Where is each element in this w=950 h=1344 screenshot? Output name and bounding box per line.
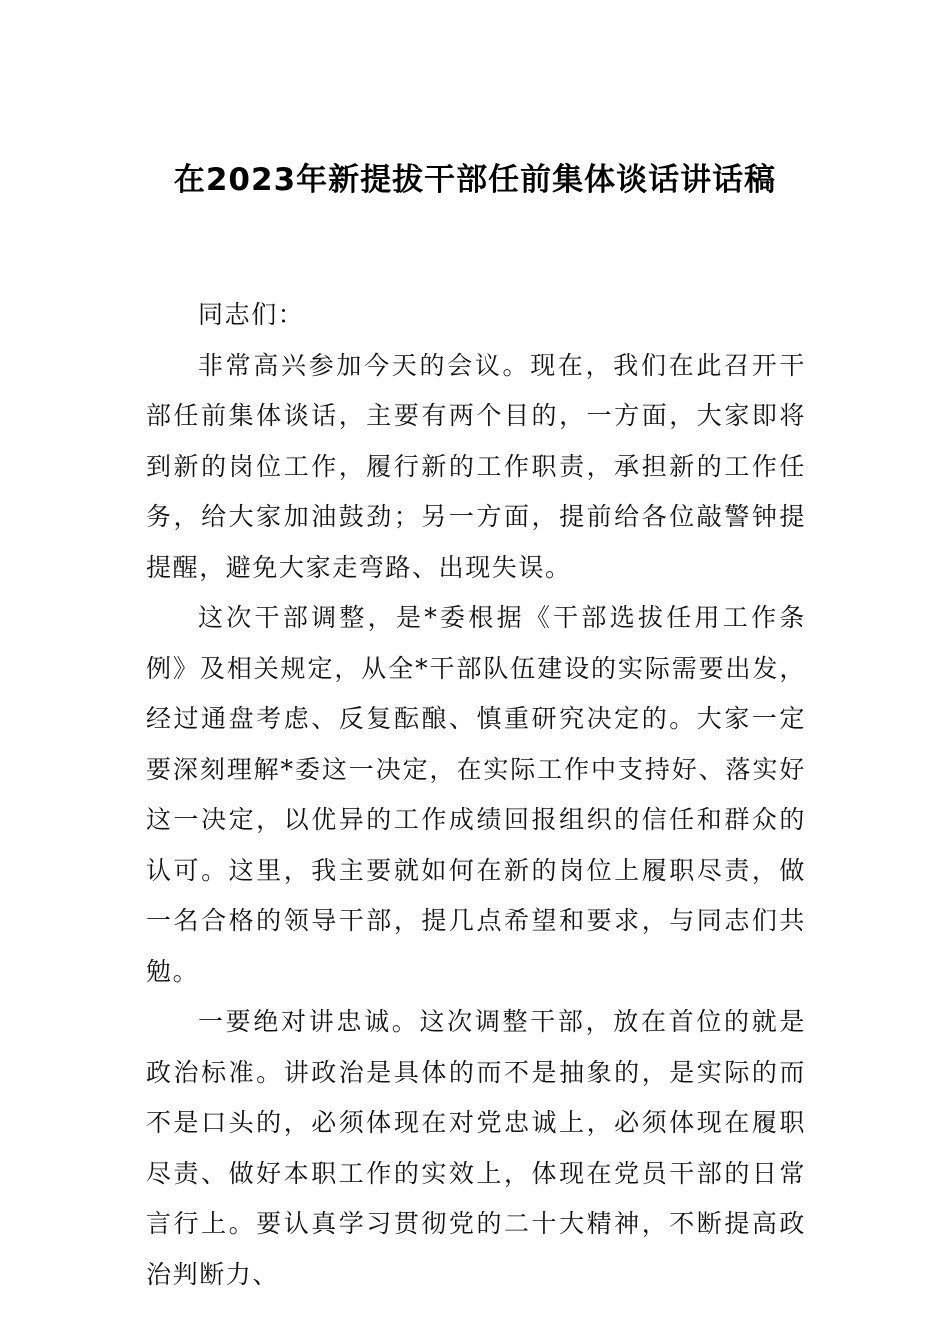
document-title: 在2023年新提拔干部任前集体谈话讲话稿 bbox=[173, 162, 777, 198]
paragraph-loyalty: 一要绝对讲忠诚。这次调整干部，放在首位的就是政治标准。讲政治是具体的而不是抽象的，是实际的而不是口头的，必须体现在对党忠诚上，必须体现在履职尽责、做好本职工作的实效上，体现在党员干部的日常言行上。要认真学习贯彻党的二十大精神，不断提高政治判断力、 bbox=[146, 1007, 806, 1289]
paragraph-adjustment: 这次干部调整，是*委根据《干部选拔任用工作条例》及相关规定，从全*干部队伍建设的实际需要出发，经过通盘考虑、反复酝酿、慎重研究决定的。大家一定要深刻理解*委这一决定，在实际工作中支持好、落实好这一决定，以优异的工作成绩回报组织的信任和群众的认可。这里，我主要就如何在新的岗位上履职尽责，做一名合格的领导干部，提几点希望和要求，与同志们共勉。 bbox=[146, 603, 806, 986]
salutation: 同志们： bbox=[198, 300, 305, 329]
paragraph-opening: 非常高兴参加今天的会议。现在，我们在此召开干部任前集体谈话，主要有两个目的，一方面，大家即将到新的岗位工作，履行新的工作职责，承担新的工作任务，给大家加油鼓劲；另一方面，提前给各位敲警钟提提醒，避免大家走弯路、出现失误。 bbox=[146, 350, 806, 582]
document-body bbox=[146, 290, 806, 1300]
